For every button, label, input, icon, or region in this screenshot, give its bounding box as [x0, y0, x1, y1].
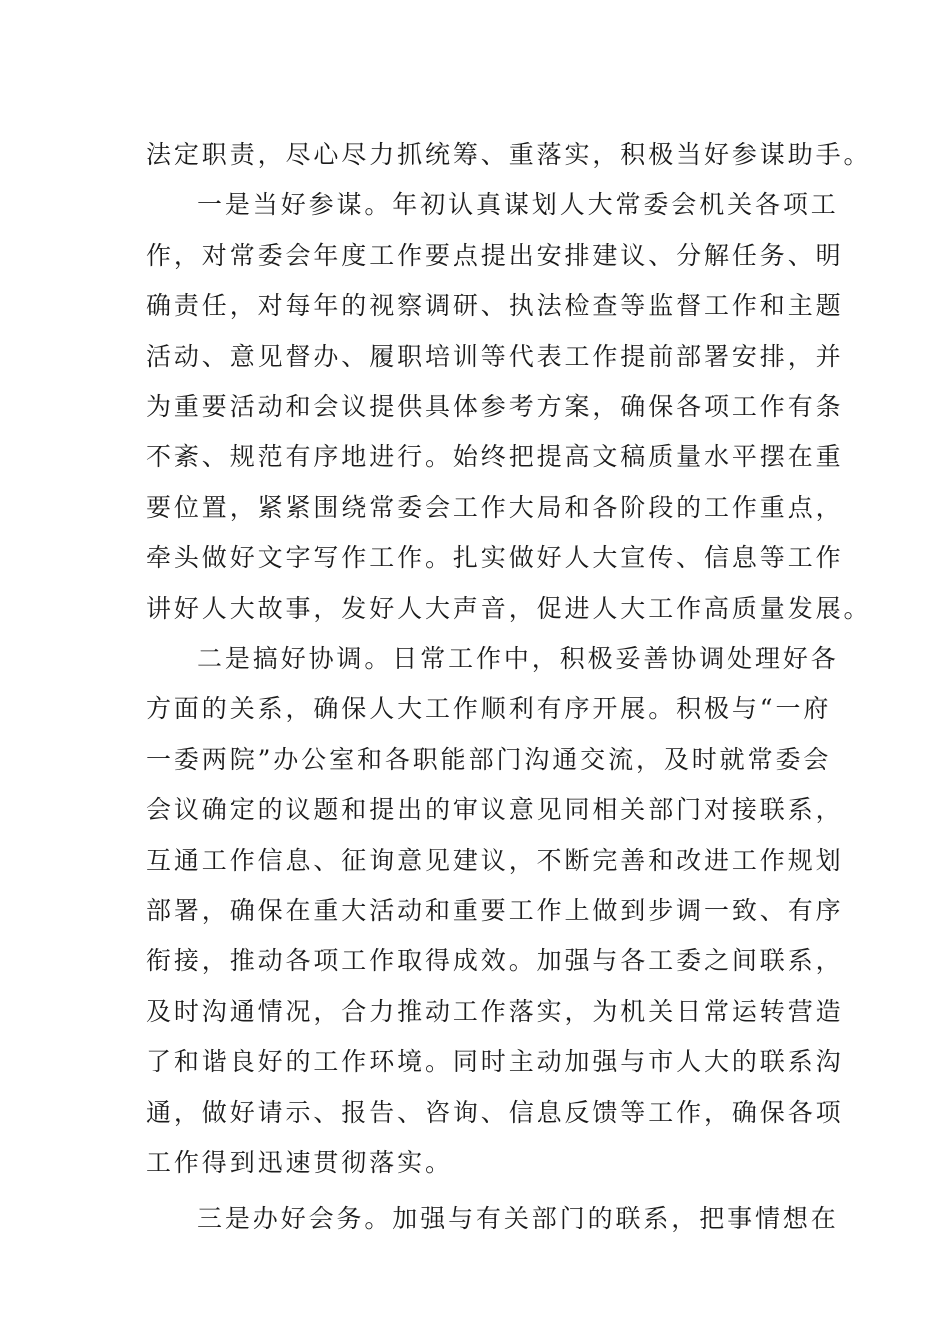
text-line: 为重要活动和会议提供具体参考方案，确保各项工作有条: [146, 392, 844, 421]
text-line: 确责任，对每年的视察调研、执法检查等监督工作和主题: [146, 291, 844, 320]
paragraph-2-first-line: 二是搞好协调。日常工作中，积极妥善协调处理好各: [197, 644, 839, 673]
text-line: 工作得到迅速贯彻落实。: [146, 1148, 453, 1177]
text-line: 活动、意见督办、履职培训等代表工作提前部署安排，并: [146, 342, 844, 371]
text-line: 会议确定的议题和提出的审议意见同相关部门对接联系，: [146, 795, 844, 824]
text-line: 讲好人大故事，发好人大声音，促进人大工作高质量发展。: [146, 594, 872, 623]
text-line: 互通工作信息、征询意见建议，不断完善和改进工作规划: [146, 846, 844, 875]
text-line: 法定职责，尽心尽力抓统筹、重落实，积极当好参谋助手。: [146, 140, 872, 169]
paragraph-3-first-line: 三是办好会务。加强与有关部门的联系，把事情想在: [197, 1204, 839, 1233]
text-line: 衔接，推动各项工作取得成效。加强与各工委之间联系，: [146, 946, 844, 975]
text-line: 一委两院”办公室和各职能部门沟通交流，及时就常委会: [146, 745, 832, 774]
text-line: 方面的关系，确保人大工作顺利有序开展。积极与“一府: [146, 694, 832, 723]
text-line: 牵头做好文字写作工作。扎实做好人大宣传、信息等工作: [146, 543, 844, 572]
text-line: 不紊、规范有序地进行。始终把提高文稿质量水平摆在重: [146, 442, 844, 471]
text-line: 部署，确保在重大活动和重要工作上做到步调一致、有序: [146, 896, 844, 925]
text-line: 及时沟通情况，合力推动工作落实，为机关日常运转营造: [146, 997, 844, 1026]
text-line: 要位置，紧紧围绕常委会工作大局和各阶段的工作重点，: [146, 493, 844, 522]
text-line: 作，对常委会年度工作要点提出安排建议、分解任务、明: [146, 241, 844, 270]
paragraph-1-first-line: 一是当好参谋。年初认真谋划人大常委会机关各项工: [197, 190, 839, 219]
text-line: 了和谐良好的工作环境。同时主动加强与市人大的联系沟: [146, 1047, 844, 1076]
text-line: 通，做好请示、报告、咨询、信息反馈等工作，确保各项: [146, 1098, 844, 1127]
